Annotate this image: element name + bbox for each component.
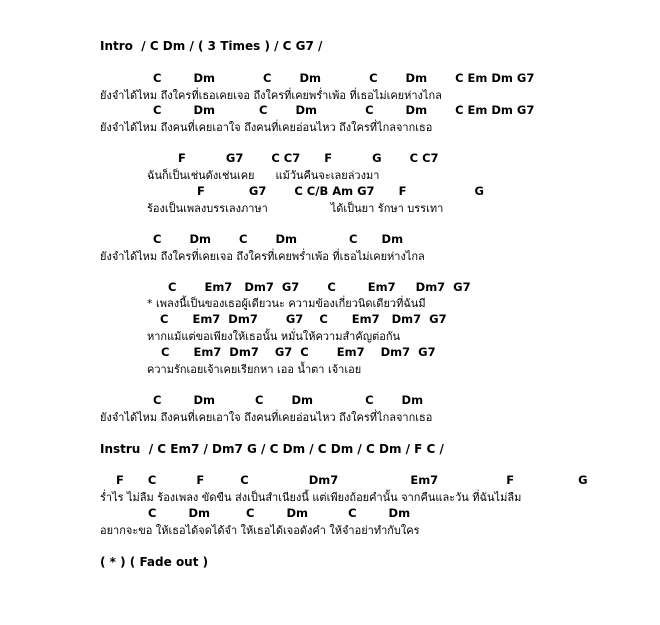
bridge1-lyric-a: ฉันก็เป็นเช่นดังเช่นเคย แม้วันคืนจะเลยล่วงมา bbox=[147, 169, 380, 182]
chorus-lyric-b: หากแม้แต่ขอเพียงให้เธอนั้น หมั่นให้ความสำคัญต่อกัน bbox=[147, 330, 401, 343]
intro-line: Intro / C Dm / ( 3 Times ) / C G7 / bbox=[100, 39, 323, 53]
outro-chords-a: F C F C Dm7 Em7 F G bbox=[116, 473, 588, 487]
verse2-lyric: ยังจำได้ไหม ถึงใครที่เคยเจอ ถึงใครที่เคยพร่ำเพ้อ ที่เธอไม่เคยห่างไกล bbox=[100, 250, 425, 263]
outro-lyric-a: ร่ำไร ไม่ลืม ร้องเพลง ขัดขืน ส่งเป็นสำเนียงนี้ แต่เพียงถ้อยคำนั้น จากคืนและวัน ที่ฉันไม่ลืม bbox=[100, 491, 522, 504]
verse1-chords-b: C Dm C Dm C Dm C Em Dm G7 bbox=[153, 103, 535, 117]
verse1-chords-a: C Dm C Dm C Dm C Em Dm G7 bbox=[153, 71, 535, 85]
ending-line: ( * ) ( Fade out ) bbox=[100, 555, 209, 569]
bridge1-lyric-b: ร้องเป็นเพลงบรรเลงภาษา ได้เป็นยา รักษา บรรเทา bbox=[147, 202, 444, 215]
verse3-chords: C Dm C Dm C Dm bbox=[153, 393, 424, 407]
verse1-lyric-b: ยังจำได้ไหม ถึงคนที่เคยเอาใจ ถึงคนที่เคยอ่อนไหว ถึงใครที่ไกลจากเธอ bbox=[100, 121, 433, 134]
chorus-lyric-a: * เพลงนี้เป็นของเธอผู้เดียวนะ ความข้องเกี่ยวนิดเดียวที่ฉันมี bbox=[147, 297, 426, 310]
chorus-chords-b: C Em7 Dm7 G7 C Em7 Dm7 G7 bbox=[160, 312, 447, 326]
chorus-lyric-c: ความรักเอยเจ้าเคยเรียกหา เออ น้ำตา เจ้าเอย bbox=[147, 363, 362, 376]
verse2-chords: C Dm C Dm C Dm bbox=[153, 232, 404, 246]
outro-chords-b: C Dm C Dm C Dm bbox=[148, 506, 411, 520]
instru-line: Instru / C Em7 / Dm7 G / C Dm / C Dm / C Dm / F C / bbox=[100, 442, 444, 456]
verse1-lyric-a: ยังจำได้ไหม ถึงใครที่เธอเคยเจอ ถึงใครที่เคยพร่ำเพ้อ ที่เธอไม่เคยห่างไกล bbox=[100, 89, 442, 102]
verse3-lyric: ยังจำได้ไหม ถึงคนที่เคยเอาใจ ถึงคนที่เคยอ่อนไหว ถึงใครที่ไกลจากเธอ bbox=[100, 411, 433, 424]
bridge1-chords-b: F G7 C C/B Am G7 F G bbox=[197, 184, 484, 198]
outro-lyric-b: อยากจะขอ ให้เธอได้จดได้จำ ให้เธอได้เจอดังคำ ให้จำอย่าทำกับใคร bbox=[100, 524, 420, 537]
chorus-chords-c: C Em7 Dm7 G7 C Em7 Dm7 G7 bbox=[161, 345, 436, 359]
bridge1-chords-a: F G7 C C7 F G C C7 bbox=[178, 151, 439, 165]
chorus-chords-a: C Em7 Dm7 G7 C Em7 Dm7 G7 bbox=[168, 280, 471, 294]
